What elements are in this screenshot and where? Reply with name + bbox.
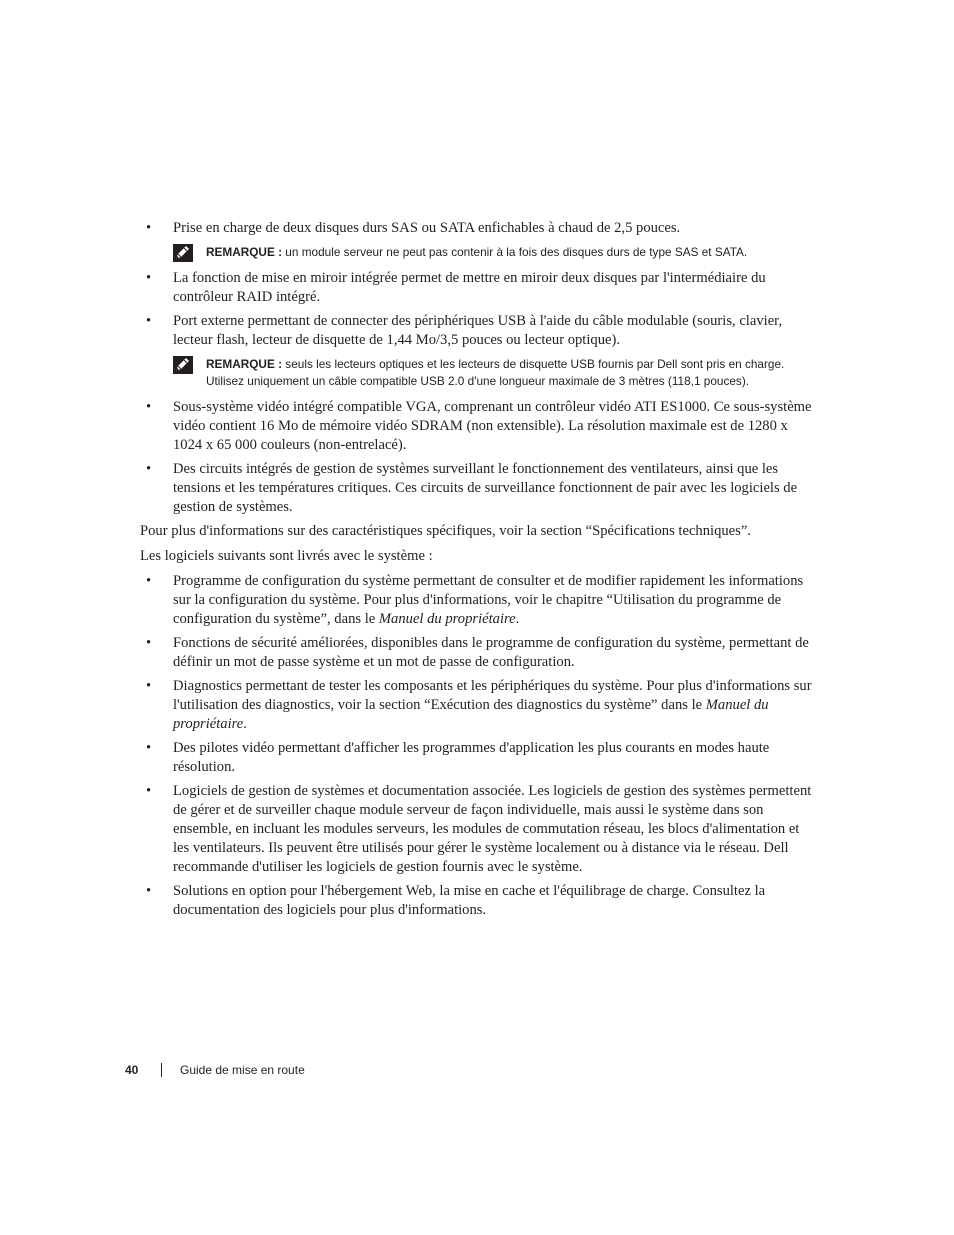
list-item-text: Des pilotes vidéo permettant d'afficher les programmes d'application les plus courants en modes haute résolution. [173, 739, 770, 775]
text-run: . [243, 715, 247, 732]
text-run: . [515, 610, 520, 627]
list-item [140, 634, 815, 672]
list-item-text: Port externe permettant de connecter des périphériques USB à l'aide du câble modulable (souris, clavier, lecteur flash, lecteur de disquette de 1,44 Mo/3,5 pouces ou lecteur optique). [173, 312, 783, 348]
list-item-text: Sous-système vidéo intégré compatible VGA, comprenant un contrôleur vidéo ATI ES1000. Ce sous-système vidéo contient 16 Mo de mémoire vidéo SDRAM (non extensible). La résolution maximale est de 1280 x 1024 x 65 000 couleurs (non-entrelacé). [173, 398, 812, 453]
bullet-marker: • [146, 269, 152, 286]
note-label: REMARQUE : [206, 245, 283, 259]
pencil-note-icon [173, 356, 193, 374]
text-run: Diagnostics permettant de tester les composants et les périphériques du système. Pour plus d'informations sur l'utilisation des diagnostics, voir la section “Exécution des diagnostics du système” dans le [173, 677, 812, 713]
footer-divider [161, 1063, 162, 1077]
bullet-marker: • [146, 572, 152, 589]
list-item-text: La fonction de mise en miroir intégrée permet de mettre en miroir deux disques par l'intermédiaire du contrôleur RAID intégré. [173, 269, 766, 305]
list-item-text: Prise en charge de deux disques durs SAS ou SATA enfichables à chaud de 2,5 pouces. [173, 220, 681, 236]
list-item [140, 782, 815, 877]
manual-title-emphasis: Manuel du propriétaire [378, 610, 516, 627]
note-box [173, 244, 816, 262]
list-item-text: Logiciels de gestion de systèmes et documentation associée. Les logiciels de gestion des systèmes permettent de gérer et de surveiller chaque module serveur de façon individuelle, mais aussi le système dans son ensemble, en incluant les modules serveurs, les modules de commutation réseau, les blocs d'alimentation et les ventilateurs. Ils peuvent être utilisés pour gérer le système localement ou à distance via le réseau. Dell recommande d'utiliser les logiciels de gestion fournis avec le système. [173, 782, 812, 875]
bullet-marker: • [146, 739, 152, 756]
list-item [140, 269, 815, 307]
list-item-text: Solutions en option pour l'hébergement Web, la mise en cache et l'équilibrage de charge. Consultez la documentation des logiciels pour plus d'informations. [173, 882, 766, 918]
list-item [140, 677, 815, 734]
text-run: Programme de configuration du système permettant de consulter et de modifier rapidement les informations sur la configuration du système. Pour plus d'informations, voir le chapitre “Utilisation du programme de configuration du système”, dans le [173, 572, 804, 627]
page-number: 40 [125, 1063, 139, 1077]
bullet-marker: • [146, 634, 152, 651]
list-item [140, 460, 815, 517]
page-content [140, 219, 815, 925]
body-paragraph: Les logiciels suivants sont livrés avec le système : [140, 547, 433, 564]
bullet-marker: • [146, 312, 152, 329]
document-title: Guide de mise en route [180, 1063, 305, 1077]
list-item-text: Fonctions de sécurité améliorées, disponibles dans le programme de configuration du système, permettant de définir un mot de passe système et un mot de passe de configuration. [173, 634, 809, 670]
bullet-marker: • [146, 220, 152, 236]
page-footer [125, 1062, 305, 1078]
bullet-marker: • [146, 460, 152, 477]
list-item [140, 739, 815, 777]
list-item [140, 398, 815, 455]
pencil-note-icon [173, 244, 193, 262]
body-paragraph: Pour plus d'informations sur des caractéristiques spécifiques, voir la section “Spécifications techniques”. [140, 522, 751, 539]
note-label: REMARQUE : [206, 356, 283, 371]
bullet-marker: • [146, 882, 152, 899]
note-box [173, 356, 816, 391]
list-item [140, 312, 815, 350]
bullet-marker: • [146, 677, 152, 694]
list-item-text: Des circuits intégrés de gestion de systèmes surveillant le fonctionnement des ventilateurs, ainsi que les tensions et les températures critiques. Ces circuits de surveillance fonctionnent de pair avec les logiciels de gestion de systèmes. [173, 460, 798, 515]
list-item [140, 572, 815, 629]
bullet-marker: • [146, 782, 152, 799]
bullet-marker: • [146, 398, 152, 415]
note-text: seuls les lecteurs optiques et les lecteurs de disquette USB fournis par Dell sont pris en charge. Utilisez uniquement un câble compatible USB 2.0 d'une longueur maximale de 3 mètres (118,1 pouces). [206, 356, 785, 388]
note-text: un module serveur ne peut pas contenir à la fois des disques durs de type SAS et SATA. [282, 245, 748, 259]
list-item [140, 882, 815, 920]
list-item-text [173, 678, 812, 732]
list-item-text [173, 573, 803, 627]
list-item [140, 219, 815, 238]
manual-title-emphasis: Manuel du propriétaire [173, 696, 769, 732]
